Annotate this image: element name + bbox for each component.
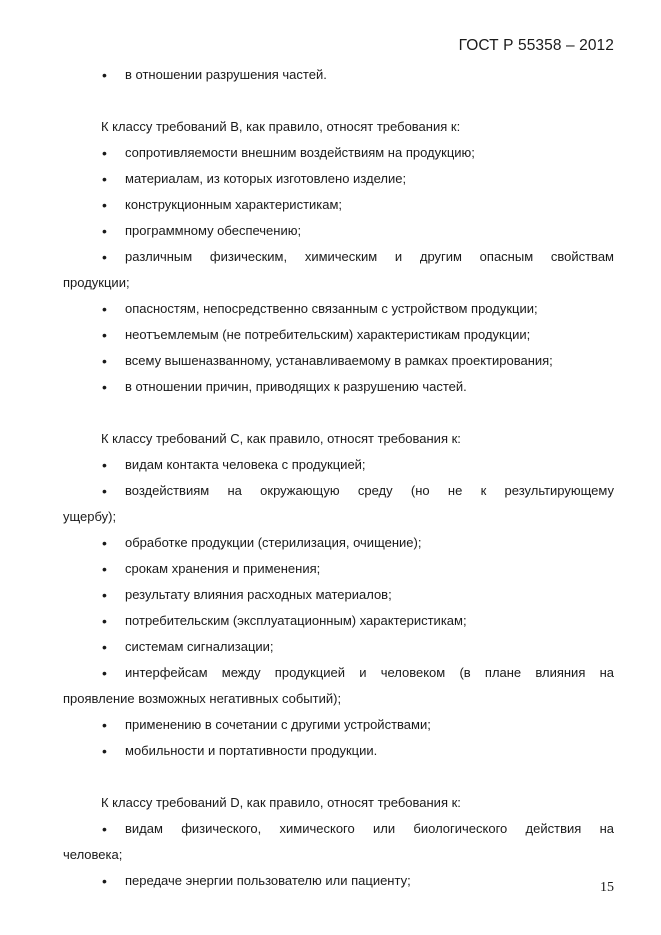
bullet-item: • материалам, из которых изготовлено изделие; [63, 170, 614, 196]
bullet-item: • видам физического, химического или биологического действия на [63, 820, 614, 846]
bullet-item: • воздействиям на окружающую среду (но не к результирующему [63, 482, 614, 508]
bullet-item: • результату влияния расходных материалов; [63, 586, 614, 612]
bullet-item: • в отношении причин, приводящих к разрушению частей. [63, 378, 614, 404]
bullet-item-continuation: человека; [63, 847, 123, 862]
bullet-item-continuation: ущербу); [63, 509, 117, 524]
bullet-item: • программному обеспечению; [63, 222, 614, 248]
bullet-item-continuation: продукции; [63, 275, 130, 290]
bullet-item: • применению в сочетании с другими устройствами; [63, 716, 614, 742]
bullet-item: • различным физическим, химическим и другим опасным свойствам [63, 248, 614, 274]
bullet-item: • обработке продукции (стерилизация, очищение); [63, 534, 614, 560]
section-intro-d: К классу требований D, как правило, относят требования к: [101, 795, 461, 810]
bullet-item: • потребительским (эксплуатационным) характеристикам; [63, 612, 614, 638]
section-intro-b: К классу требований В, как правило, относят требования к: [101, 119, 461, 134]
bullet-item: • опасностям, непосредственно связанным с устройством продукции; [63, 300, 614, 326]
bullet-item: • системам сигнализации; [63, 638, 614, 664]
bullet-item: • видам контакта человека с продукцией; [63, 456, 614, 482]
bullet-item: • интерфейсам между продукцией и человеком (в плане влияния на [63, 664, 614, 690]
bullet-item: • всему вышеназванному, устанавливаемому в рамках проектирования; [63, 352, 614, 378]
bullet-item: • сопротивляемости внешним воздействиям на продукцию; [63, 144, 614, 170]
bullet-item: • срокам хранения и применения; [63, 560, 614, 586]
bullet-item: • конструкционным характеристикам; [63, 196, 614, 222]
document-header: ГОСТ Р 55358 – 2012 [458, 37, 614, 54]
bullet-item: • мобильности и портативности продукции. [63, 742, 614, 768]
bullet-item: • передаче энергии пользователю или пациенту; [63, 872, 614, 898]
bullet-item: • в отношении разрушения частей. [63, 66, 614, 92]
bullet-item: • неотъемлемым (не потребительским) характеристикам продукции; [63, 326, 614, 352]
bullet-item-continuation: проявление возможных негативных событий); [63, 691, 342, 706]
page-number: 15 [600, 880, 614, 895]
section-intro-c: К классу требований С, как правило, относят требования к: [101, 431, 461, 446]
document-body [63, 66, 614, 898]
